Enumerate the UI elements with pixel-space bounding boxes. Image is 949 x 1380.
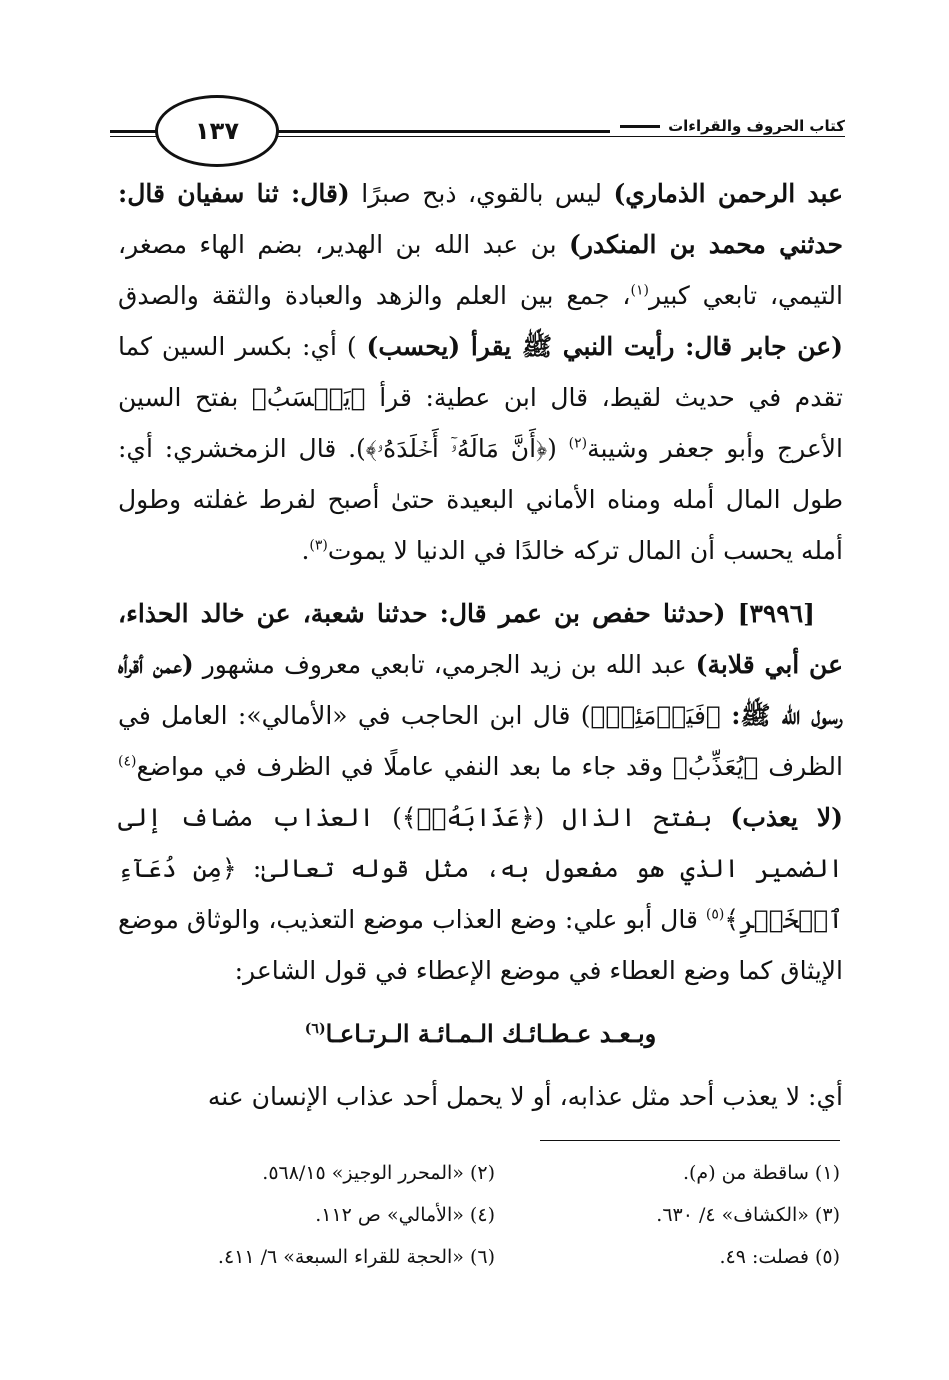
page-number: ١٣٧: [195, 117, 239, 145]
footnote-row: [150, 1236, 840, 1278]
bold-span: (لا يعذب): [730, 803, 843, 832]
page-header: [110, 95, 845, 165]
footnote-item: (٣) «الكشاف» ٤/ ٦٣٠.: [656, 1204, 840, 1226]
footnotes: [150, 1152, 840, 1278]
footnote-ref: (١): [630, 282, 649, 299]
page-number-badge: [155, 95, 279, 167]
footnote-ref: (٦): [304, 1021, 326, 1037]
text-span: قال أبو علي: وضع العذاب موضع التعذيب، والوثاق موضع الإيثاق كما وضع العطاء في موضع الإعطاء في قول الشاعر:: [118, 905, 843, 985]
text-span: عبد الله بن زيد الجرمي، تابعي معروف مشهور: [193, 650, 696, 679]
text-span: .: [301, 536, 310, 565]
text-span: ، جمع بين العلم والزهد والعبادة والثقة والصدق: [118, 281, 631, 310]
footnote-item: (٤) «الأمالي» ص ١١٢.: [315, 1204, 495, 1226]
bold-span: [٣٩٩٦] (حدثنا حفص بن عمر قال: حدثنا شعبة، عن خالد الحذاء، عن أبي قلابة): [118, 599, 843, 679]
main-text: [118, 168, 843, 1122]
footnote-item: (٦) «الحجة للقراء السبعة» ٦/ ٤١١.: [217, 1246, 495, 1268]
text-span: ) أي: بكسر السين كما تقدم في حديث لقيط، قال ابن عطية: قرأ ﴿يَحۡسَبُ﴾ بفتح السين الأعرج وأبو جعفر وشيبة: [118, 332, 843, 463]
paragraph-2: [118, 588, 843, 996]
text-span: ﴿فَيَوۡمَئِذٖ﴾) قال ابن الحاجب في «الأمالي»: العامل في الظرف ﴿يُعَذِّبُ﴾ وقد جاء ما بعد النفي عاملًا في الظرف في مواضع: [118, 701, 843, 781]
text-span: بفتح الذال (﴿عَذَابَهُۥٓ﴾) العذاب مضاف إلى الضمير الذي هو مفعول به، مثل قوله تعالىٰ: ﴿مِن دُعَآءِ ٱلۡخَيۡرِ﴾: [118, 803, 843, 934]
footnote-item: (١) ساقطة من (م).: [682, 1162, 840, 1184]
footnote-row: [150, 1152, 840, 1194]
poetry-verse: [118, 1008, 843, 1059]
text-span: بن عبد الله بن الهدير، بضم الهاء مصغر، التيمي، تابعي كبير: [118, 230, 843, 310]
bold-span: (قال: ثنا سفيان قال: حدثني محمد بن المنكدر): [118, 179, 843, 259]
footnote-separator: [540, 1140, 840, 1141]
footnote-ref: (٣): [309, 537, 328, 554]
text-span: ليس بالقوي، ذبح صبرًا: [349, 179, 614, 208]
bold-span: (عمن أقرأه رسول الله ﷺ:: [118, 650, 843, 730]
verse-text: وبـعـد عـطـائـك الـمـائـة الـرتـاعـا: [325, 1019, 657, 1048]
footnote-ref: (٥): [705, 906, 725, 923]
bold-span: (عن جابر قال: رأيت النبي ﷺ يقرأ (يحسب): [366, 332, 843, 361]
paragraph-3: أي: لا يعذب أحد مثل عذابه، أو لا يحمل أحد عذاب الإنسان عنه: [207, 1082, 843, 1111]
footnote-ref: (٤): [118, 753, 137, 770]
running-title: كتاب الحروف والقراءات: [610, 117, 845, 135]
footnote-item: (٥) فصلت: ٤٩.: [719, 1246, 840, 1268]
footnote-ref: (٢): [568, 435, 588, 452]
footnote-item: (٢) «المحرر الوجيز» ٥٦٨/١٥.: [262, 1162, 495, 1184]
paragraph-1: [118, 168, 843, 576]
text-span: (﴿أَنَّ مَالَهُۥٓ أَخۡلَدَهُۥ﴾). قال الزمخشري: أي: طول المال أمله ومناه الأماني البعيدة حتىٰ أصبح لفرط غفلته وطول أمله يحسب أن المال تركه خالدًا في الدنيا لا يموت: [118, 434, 843, 565]
footnote-row: [150, 1194, 840, 1236]
bold-span: عبد الرحمن الذماري): [613, 179, 843, 208]
